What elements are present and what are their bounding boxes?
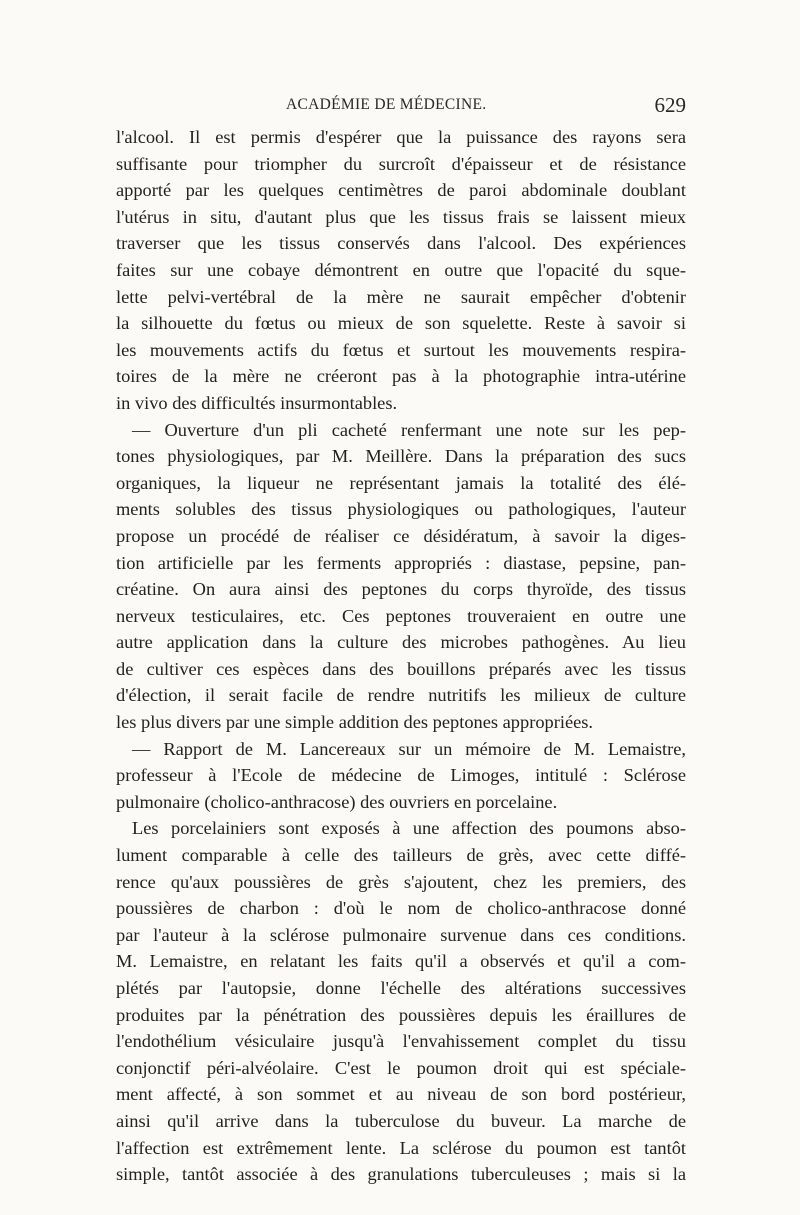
text-line: Les porcelainiers sont exposés à une affection des poumons abso- xyxy=(132,818,686,839)
text-line: l'affection est extrêmement lente. La sclérose du poumon est tantôt xyxy=(116,1137,686,1158)
paragraph-peptones xyxy=(116,417,686,736)
page-number: 629 xyxy=(654,93,686,117)
text-line: nerveux testiculaires, etc. Ces peptones trouveraient en outre une xyxy=(116,605,686,626)
text-line: — Ouverture d'un pli cacheté renfermant une note sur les pep- xyxy=(132,419,686,440)
text-line: in vivo des difficultés insurmontables. xyxy=(116,392,398,413)
text-line: d'élection, il serait facile de rendre nutritifs les milieux de culture xyxy=(116,685,686,706)
text-line: propose un procédé de réaliser ce désidératum, à savoir la diges- xyxy=(116,525,686,546)
text-line: apporté par les quelques centimètres de paroi abdominale doublant xyxy=(116,180,686,201)
text-line: les plus divers par une simple addition des peptones appropriées. xyxy=(116,712,594,733)
text-line: les mouvements actifs du fœtus et surtout les mouvements respira- xyxy=(116,339,686,360)
running-title: ACADÉMIE DE MÉDECINE. xyxy=(286,96,487,113)
text-line: M. Lemaistre, en relatant les faits qu'il a observés et qu'il a com- xyxy=(116,951,686,972)
text-line: par l'auteur à la sclérose pulmonaire survenue dans ces conditions. xyxy=(116,924,686,945)
text-line: l'utérus in situ, d'autant plus que les tissus frais se laissent mieux xyxy=(116,206,686,227)
text-line: simple, tantôt associée à des granulations tuberculeuses ; mais si la xyxy=(116,1164,686,1185)
paragraph-report xyxy=(116,736,686,816)
text-line: suffisante pour triompher du surcroît d'épaisseur et de résistance xyxy=(116,153,686,174)
text-line: faites sur une cobaye démontrent en outre que l'opacité du sque- xyxy=(116,259,686,280)
text-line: ment affecté, à son sommet et au niveau de son bord postérieur, xyxy=(116,1084,686,1105)
text-line: ments solubles des tissus physiologiques ou pathologiques, l'auteur xyxy=(116,499,686,520)
text-line: professeur à l'Ecole de médecine de Limoges, intitulé : Sclérose xyxy=(116,765,686,786)
text-line: tones physiologiques, par M. Meillère. Dans la préparation des sucs xyxy=(116,446,686,467)
text-line: toires de la mère ne créeront pas à la photographie intra-utérine xyxy=(116,366,686,387)
text-line: conjonctif péri-alvéolaire. C'est le poumon droit qui est spéciale- xyxy=(116,1057,686,1078)
text-line: lette pelvi-vertébral de la mère ne saurait empêcher d'obtenir xyxy=(116,286,686,307)
text-line: de cultiver ces espèces dans des bouillons préparés avec les tissus xyxy=(116,658,686,679)
text-line: pulmonaire (cholico-anthracose) des ouvriers en porcelaine. xyxy=(116,791,558,812)
text-line: traverser que les tissus conservés dans l'alcool. Des expériences xyxy=(116,233,686,254)
text-line: la silhouette du fœtus ou mieux de son squelette. Reste à savoir si xyxy=(116,313,686,334)
paragraph-porcelain-workers xyxy=(116,815,686,1187)
text-line: ainsi qu'il arrive dans la tuberculose du buveur. La marche de xyxy=(116,1110,686,1131)
text-line: lument comparable à celle des tailleurs de grès, avec cette diffé- xyxy=(116,845,686,866)
text-line: créatine. On aura ainsi des peptones du corps thyroïde, des tissus xyxy=(116,579,686,600)
text-line: produites par la pénétration des poussières depuis les éraillures de xyxy=(116,1004,686,1025)
text-line: autre application dans la culture des microbes pathogènes. Au lieu xyxy=(116,632,686,653)
text-line: organiques, la liqueur ne représentant jamais la totalité des élé- xyxy=(116,472,686,493)
text-line: — Rapport de M. Lancereaux sur un mémoire de M. Lemaistre, xyxy=(132,738,686,759)
text-line: l'alcool. Il est permis d'espérer que la puissance des rayons sera xyxy=(116,127,686,147)
text-line: poussières de charbon : d'où le nom de cholico-anthracose donné xyxy=(116,898,686,919)
text-line: tion artificielle par les ferments appropriés : diastase, pepsine, pan- xyxy=(116,552,686,573)
body-text xyxy=(116,124,686,1188)
paragraph-radiography xyxy=(116,124,686,417)
page-header xyxy=(116,95,686,121)
text-line: plétés par l'autopsie, donne l'échelle des altérations successives xyxy=(116,978,686,998)
text-line: rence qu'aux poussières de grès s'ajoutent, chez les premiers, des xyxy=(116,871,686,892)
text-line: l'endothélium vésiculaire jusqu'à l'envahissement complet du tissu xyxy=(116,1031,686,1052)
